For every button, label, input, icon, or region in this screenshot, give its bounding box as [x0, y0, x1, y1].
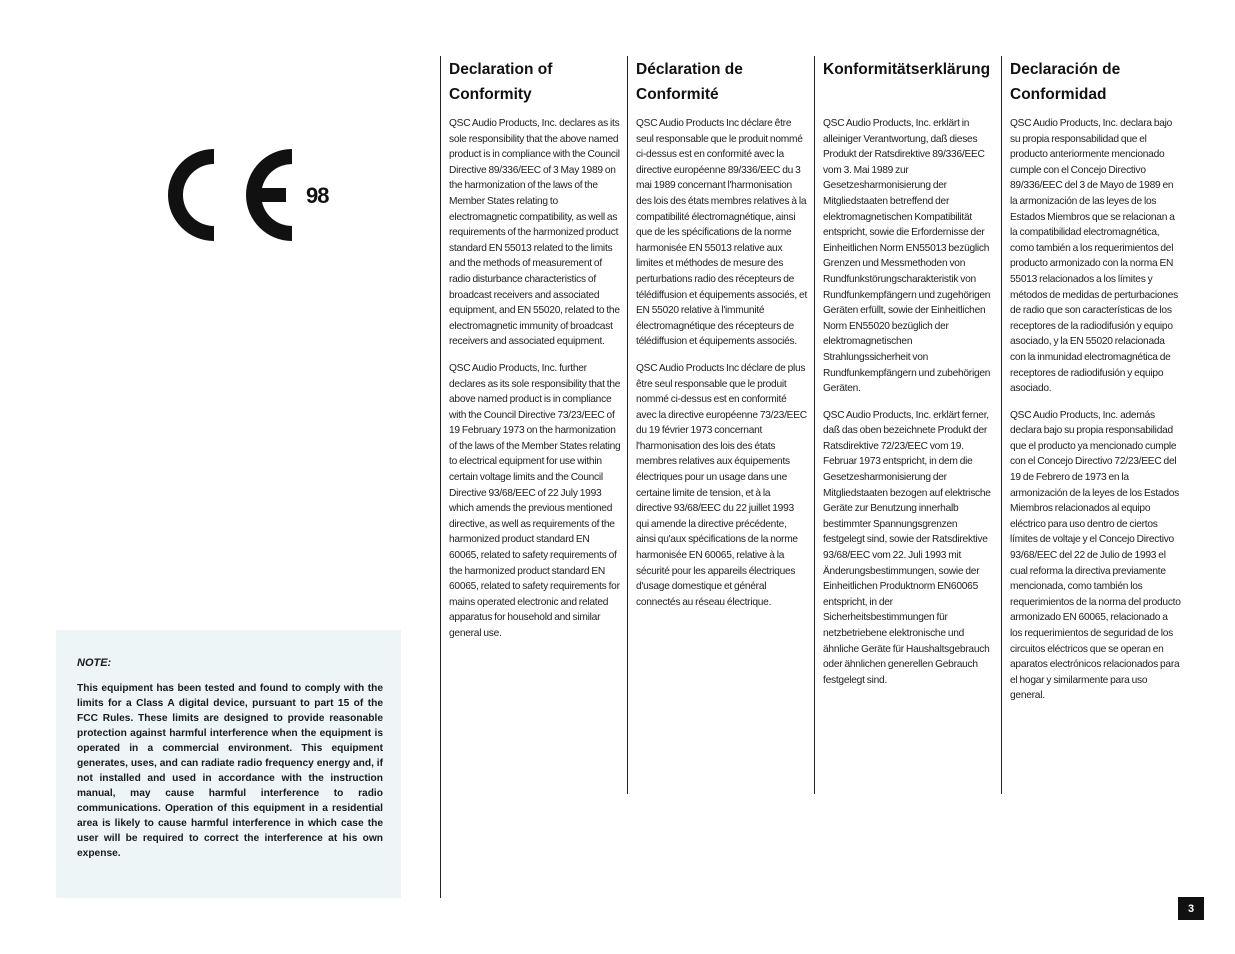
- column-paragraph: QSC Audio Products, Inc. erklärt in alleiniger Verantwortung, daß dieses Produkt der Ratsdirektive 89/336/EEC vom 3. Mai 1989 zur Gesetzesharmonisierung der Mitgliedstaaten betreffend der elektromagnetischen Kompatibilität entspricht, sowie die Erfordernisse der Einheitlichen Norm EN55013 bezüglich Grenzen und Messmethoden von Rundfunkstörungscharakteristik von Rundfunkempfängern und zugehörigen Geräten erfüllt, sowie der Einheitlichen Norm EN55020 bezüglich der elektromagnetischen Strahlungssicherheit von Rundfunkempfängern und zubehörigen Geräten.: [823, 118, 991, 395]
- column-divider: [627, 56, 628, 794]
- ce-symbol: [166, 145, 296, 245]
- column-paragraph: QSC Audio Products, Inc. declara bajo su propia responsabilidad que el producto anteriormente mencionado cumple con el Concejo Directivo 89/336/EEC del 3 de Mayo de 1989 en la armonización de las leyes de los Estados Miembros que se relacionan a la compatibilidad electromagnética, como también a los requerimientos del producto armonizado con la norma EN 55013 relacionados a los límites y métodos de medidas de perturbaciones de radio que son características de los receptores de la radiodifusión y equipo asociado, y la EN 55020 relacionada con la inmunidad electromagnética de receptores de radiodifusión y equipo asociado.: [1010, 118, 1178, 395]
- column-heading: Declaration of Conformity: [449, 61, 553, 103]
- column-german: [823, 57, 995, 699]
- column-divider: [440, 56, 441, 898]
- column-heading: Declaración de Conformidad: [1010, 61, 1121, 103]
- column-spanish: [1010, 57, 1182, 715]
- ce-mark-logo: [166, 145, 336, 245]
- column-paragraph: QSC Audio Products Inc déclare être seul responsable que le produit nommé ci-dessus est en conformité avec la directive européenne 89/336/EEC du 3 mai 1989 concernant l'harmonisation des lois des états membres relatives à la compatibilité électromagnétique, ainsi que de les spécifications de la norme harmonisée EN 55013 relative aux limites et méthodes de mesure des perturbations radio des récepteurs de télédiffusion et équipements associés, et EN 55020 relative à l'immunité électromagnétique des récepteurs de télédiffusion et équipements associés.: [636, 118, 808, 348]
- column-english: [449, 57, 621, 653]
- column-divider: [814, 56, 815, 794]
- column-paragraph: QSC Audio Products, Inc. declares as its sole responsibility that the above named product is in compliance with the Council Directive 89/336/EEC of 3 May 1989 on the harmonization of the laws of the Member States relating to electromagnetic compatibility, as well as requirements of the harmonized product standard EN 55013 related to the limits and the methods of measurement of radio disturbance characteristics of broadcast receivers and associated equipment, and EN 55020, related to the electromagnetic immunity of broadcast receivers and associated equipment.: [449, 118, 620, 348]
- page-number: 3: [1178, 897, 1204, 920]
- column-paragraph: QSC Audio Products Inc déclare de plus être seul responsable que le produit nommé ci-dessus est en conformité avec la directive européenne 73/23/EEC du 19 février 1973 concernant l'harmonisation des lois des états membres relatives aux équipements électriques pour un usage dans une certaine limite de tension, et à la directive 93/68/EEC du 22 juillet 1993 qui amende la directive précédente, ainsi qu'aux spécifications de la norme harmonisée EN 60065, relative à la sécurité pour les appareils électriques d'usage domestique et général connectés au réseau électrique.: [636, 362, 807, 608]
- fcc-note-box: [56, 630, 401, 898]
- column-paragraph: QSC Audio Products, Inc. erklärt ferner, daß das oben bezeichnete Produkt der Ratsdirektive 72/23/EEC vom 19. Februar 1973 entspricht, in dem die Gesetzesharmonisierung der Mitgliedstaaten bezogen auf elektrische Geräte zur Benutzung innerhalb bestimmter Spannungsgrenzen festgelegt sind, sowie der Ratsdirektive 93/68/EEC vom 22. Juli 1993 mit Änderungsbestimmungen, sowie der Einheitlichen Produktnorm EN60065 entspricht, in der Sicherheitsbestimmungen für netzbetriebene elektronische und ähnliche Geräte für Haushaltsgebrauch oder ähnlichen generellen Gebrauch festgelegt sind.: [823, 409, 991, 686]
- column-heading: Konformitätserklärung: [823, 61, 991, 78]
- note-body: This equipment has been tested and found to comply with the limits for a Class A digital device, pursuant to part 15 of the FCC Rules. These limits are designed to provide reasonable protection against harmful interference when the equipment is operated in a commercial environment. This equipment generates, uses, and can radiate radio frequency energy and, if not installed and used in accordance with the instruction manual, may cause harmful interference to radio communications. Operation of this equipment in a residential area is likely to cause harmful interference in which case the user will be required to correct the interference at his own expense.: [77, 683, 383, 859]
- column-paragraph: QSC Audio Products, Inc. además declara bajo su propia responsabilidad que el producto ya mencionado cumple con el Concejo Directivo 72/23/EEC del 19 de Febrero de 1973 en la armonización de la leyes de los Estados Miembros relacionados al equipo eléctrico para uso dentro de ciertos límites de voltaje y el Concejo Directivo 93/68/EEC del 22 de Julio de 1993 el cual reforma la directiva previamente mencionada, como también los requerimientos de la norma del producto armonizado EN 60065, relacionado a los requerimientos de seguridad de los circuitos eléctricos que se operan en aparatos electrónicos relacionados para el hogar y similarmente para uso general.: [1010, 409, 1181, 702]
- column-paragraph: QSC Audio Products, Inc. further declares as its sole responsibility that the above named product is in compliance with the Council Directive 73/23/EEC of 19 February 1973 on the harmonization of the laws of the Member States relating to electrical equipment for use within certain voltage limits and the Council Directive 93/68/EEC of 22 July 1993 which amends the previous mentioned directive, as well as requirements of the harmonized product standard EN 60065, related to safety requirements of the harmonized product standard EN 60065, related to safety requirements for mains operated electronic and related apparatus for household and similar general use.: [449, 362, 621, 639]
- column-heading: Déclaration de Conformité: [636, 61, 743, 103]
- column-french: [636, 57, 808, 621]
- column-divider: [1001, 56, 1002, 794]
- ce-year: 98: [306, 183, 329, 208]
- note-title: NOTE:: [77, 657, 112, 669]
